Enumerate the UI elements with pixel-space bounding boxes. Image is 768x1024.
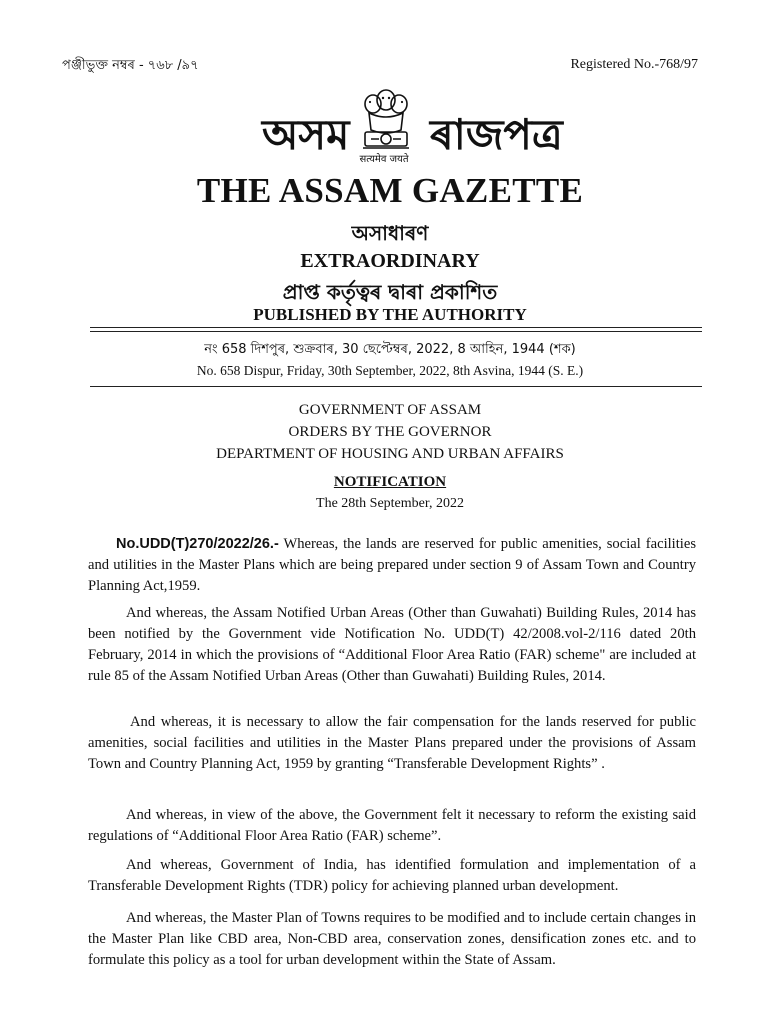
paragraph-1-text: Whereas, the lands are reserved for public amenities, social facilities and utilities in the Master Plans which are being prepared under section 9 of Assam Town and Country Planning Act,1959. [88,536,696,594]
extraordinary-assamese: অসাধাৰণ [351,221,429,245]
heading-government: GOVERNMENT OF ASSAM [298,402,482,418]
gazette-title-assamese-left: অসম [262,110,350,159]
paragraph-3: And whereas, it is necessary to allow the fair compensation for the lands reserved for public amenities, social facilities and utilities in the Master Plans prepared under the provisions of Assam Town and Country Planning Act, 1959 by granting “Transferable Development Rights” . [88,714,696,772]
registration-number-assamese: পঞ্জীভুক্ত নম্বৰ - ৭৬৮ /৯৭ [62,58,199,73]
notification-heading: NOTIFICATION [333,474,447,490]
paragraph-6: And whereas, the Master Plan of Towns requires to be modified and to include certain changes in the Master Plan like CBD area, Non-CBD area, conservation zones, densification zones etc. and to formulate this policy as a tool for urban development within the State of Assam. [88,910,696,968]
registration-number: Registered No.-768/97 [570,57,698,72]
published-by-authority: PUBLISHED BY THE AUTHORITY [253,305,527,324]
paragraph-4: And whereas, in view of the above, the Government felt it necessary to reform the existing said regulations of “Additional Floor Area Ratio (FAR) scheme”. [88,807,696,844]
notification-reference: No.UDD(T)270/2022/26.- [116,536,279,552]
heading-department: DEPARTMENT OF HOUSING AND URBAN AFFAIRS [216,446,564,462]
extraordinary-label: EXTRAORDINARY [300,250,480,272]
heading-orders: ORDERS BY THE GOVERNOR [288,424,492,440]
paragraph-1 [88,534,696,597]
header-divider-top [90,327,702,328]
issue-line-assamese: নং 658 দিশপুৰ, শুক্ৰবাৰ, 30 ছেপ্টেম্বৰ, 2022, 8 আহিন, 1944 (শক) [204,342,576,357]
gazette-title: THE ASSAM GAZETTE [196,171,584,210]
header-divider-bottom [90,386,702,387]
published-by-authority-assamese: প্ৰাপ্ত কৰ্তৃত্বৰ দ্বাৰা প্ৰকাশিত [282,280,498,304]
notification-date: The 28th September, 2022 [316,496,464,511]
paragraph-2: And whereas, the Assam Notified Urban Areas (Other than Guwahati) Building Rules, 2014 has been notified by the Government vide Notification No. UDD(T) 42/2008.vol-2/116 dated 20th February, 2014 in which the provisions of “Additional Floor Area Ratio (FAR) scheme" are included at rule 85 of the Assam Notified Urban Areas (Other than Guwahati) Building Rules, 2014. [88,605,696,684]
emblem-motto: सत्यमेव जयते [359,154,409,165]
paragraph-5: And whereas, Government of India, has identified formulation and implementation of a Transferable Development Rights (TDR) policy for achieving planned urban development. [88,857,696,894]
gazette-title-assamese-right: ৰাজপত্ৰ [430,110,563,159]
header-divider-top-double [90,331,702,332]
issue-line-english: No. 658 Dispur, Friday, 30th September, 2022, 8th Asvina, 1944 (S. E.) [196,363,584,378]
